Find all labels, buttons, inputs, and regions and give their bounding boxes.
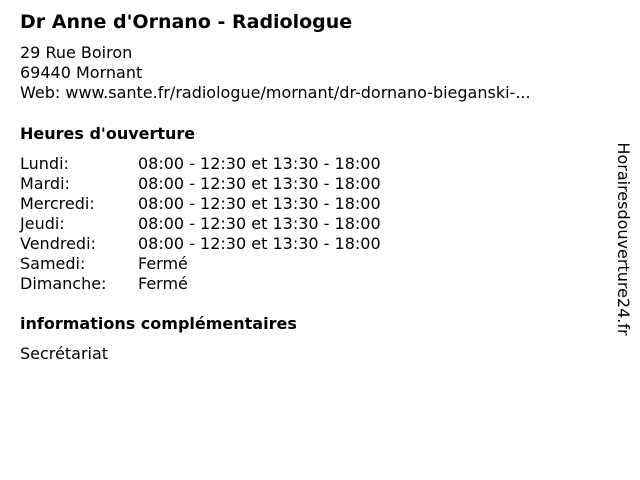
day-label: Samedi: — [20, 254, 86, 273]
street-address: 29 Rue Boiron — [20, 43, 133, 62]
additional-info-heading: informations complémentaires — [20, 314, 297, 333]
time-value: 08:00 - 12:30 et 13:30 - 18:00 — [138, 174, 381, 193]
day-label: Mardi: — [20, 174, 70, 193]
website-link[interactable]: Web: www.sante.fr/radiologue/mornant/dr-dornano-bieganski-... — [20, 83, 531, 102]
day-label: Jeudi: — [20, 214, 65, 233]
time-value: 08:00 - 12:30 et 13:30 - 18:00 — [138, 154, 381, 173]
time-value: 08:00 - 12:30 et 13:30 - 18:00 — [138, 214, 381, 233]
day-label: Lundi: — [20, 154, 69, 173]
address-block — [20, 43, 531, 103]
time-value: Fermé — [138, 274, 188, 293]
time-value: 08:00 - 12:30 et 13:30 - 18:00 — [138, 234, 381, 253]
day-label: Dimanche: — [20, 274, 107, 293]
page-title: Dr Anne d'Ornano - Radiologue — [20, 11, 353, 33]
additional-info-text: Secrétariat — [20, 344, 109, 363]
site-watermark: Horairesdouverture24.fr — [614, 142, 633, 336]
day-label: Mercredi: — [20, 194, 95, 213]
day-label: Vendredi: — [20, 234, 96, 253]
opening-hours-heading: Heures d'ouverture — [20, 124, 196, 143]
time-value: Fermé — [138, 254, 188, 273]
city-postal: 69440 Mornant — [20, 63, 143, 82]
time-value: 08:00 - 12:30 et 13:30 - 18:00 — [138, 194, 381, 213]
